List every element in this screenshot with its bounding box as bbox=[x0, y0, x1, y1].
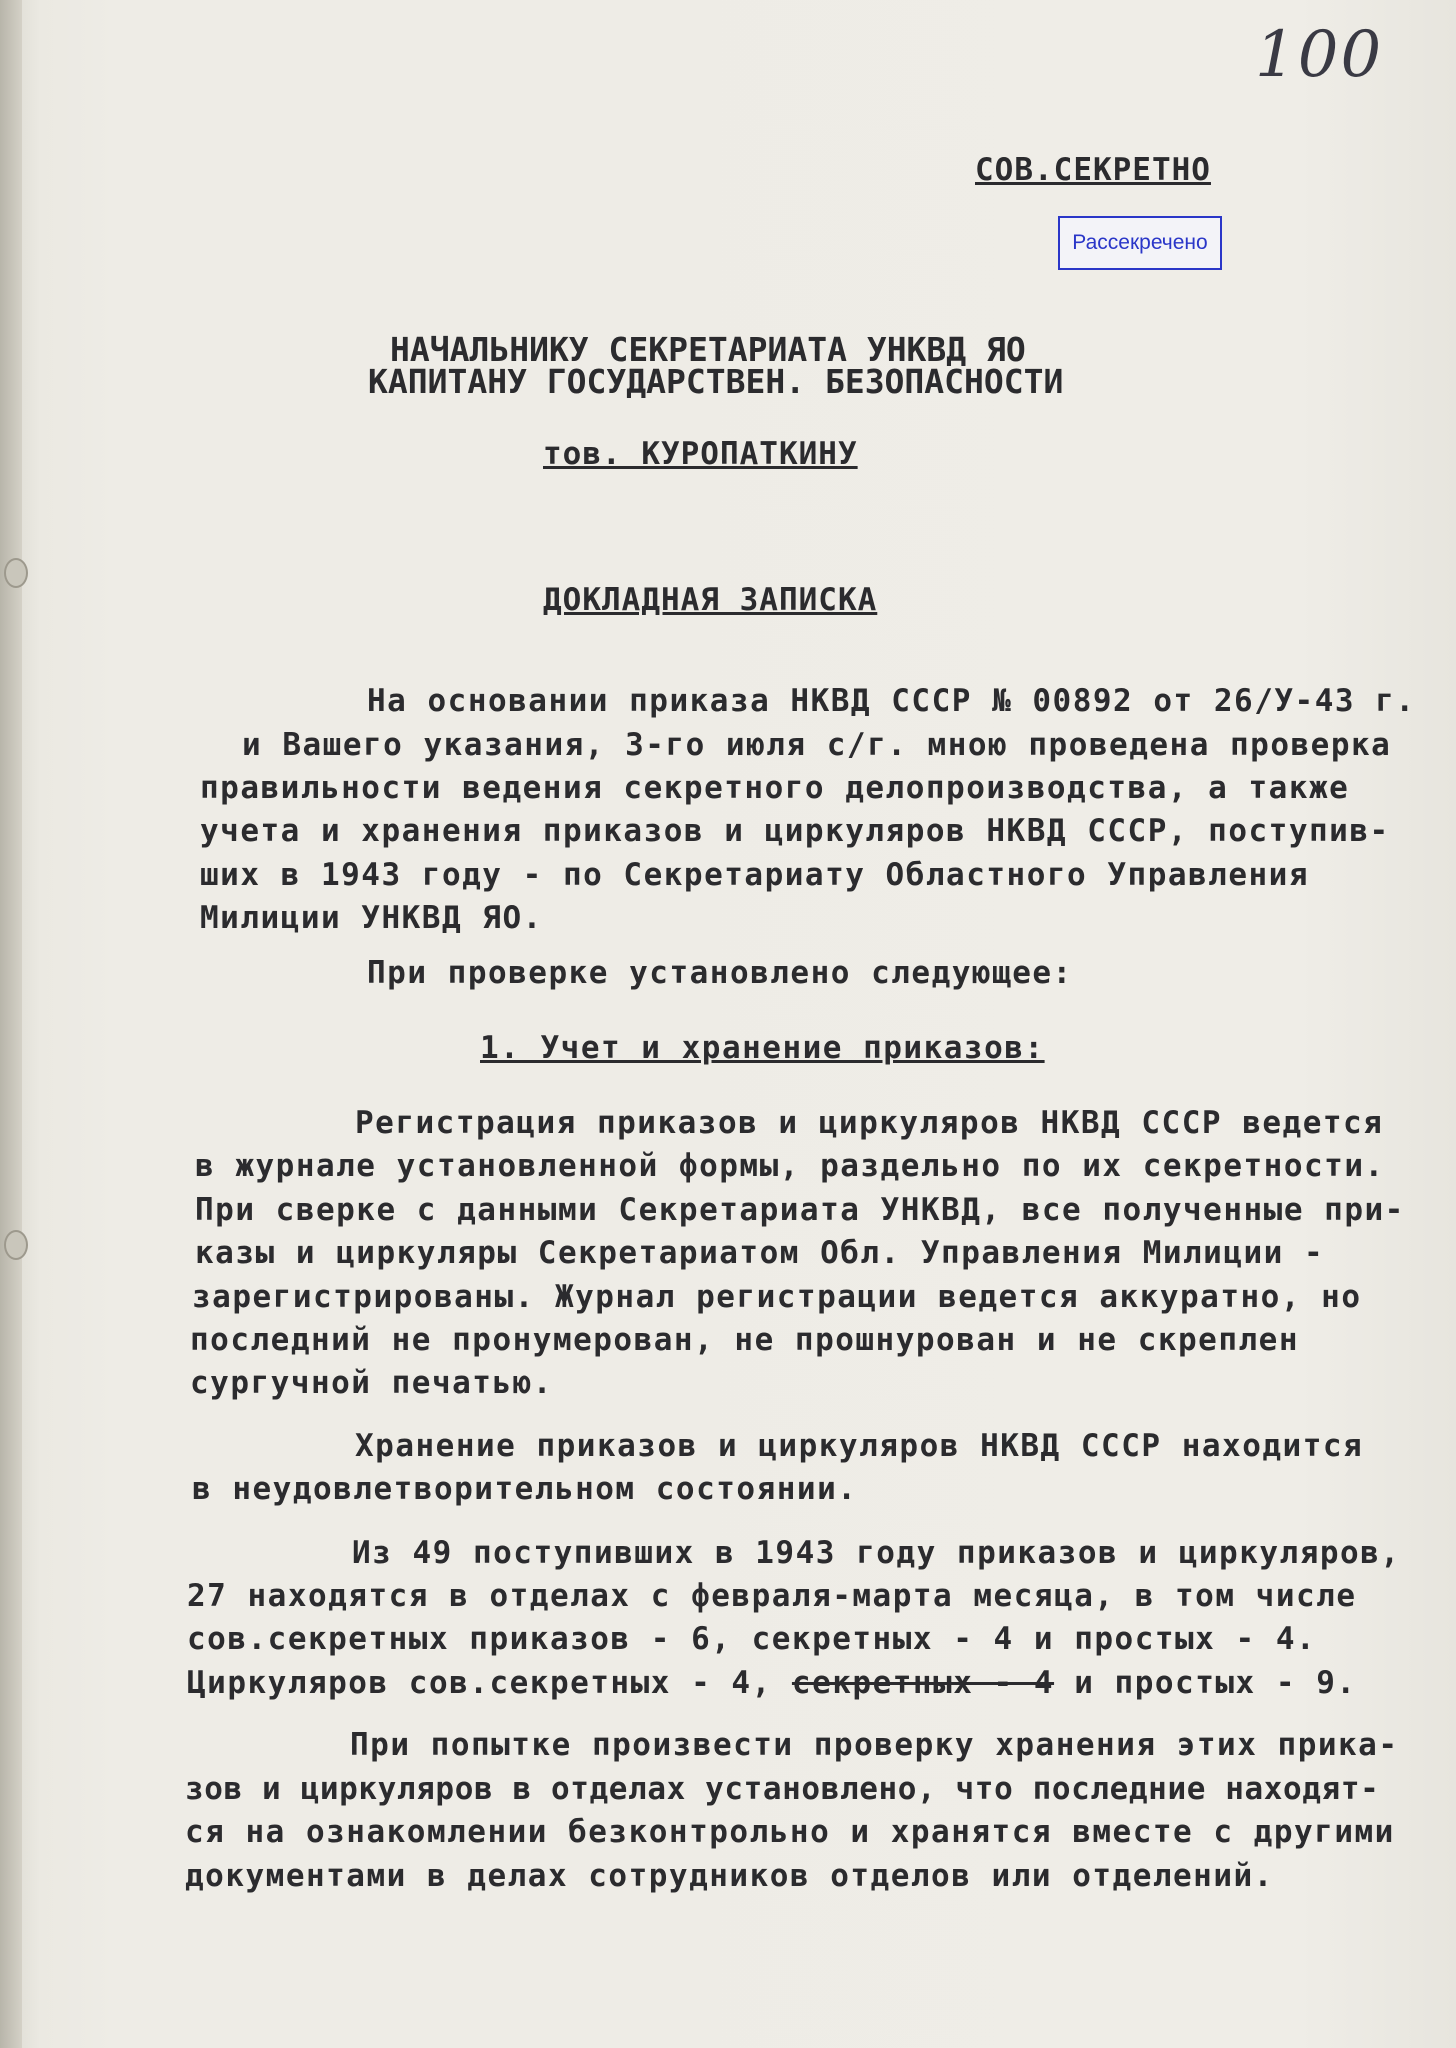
paragraph-1-line: учета и хранения приказов и циркуляров НКВД СССР, поступив- bbox=[200, 813, 1390, 849]
paragraph-1-line: правильности ведения секретного делопроизводства, а также bbox=[200, 770, 1350, 806]
paragraph-4-line: Хранение приказов и циркуляров НКВД СССР находится bbox=[355, 1428, 1364, 1464]
paragraph-3-line: При сверке с данными Секретариата УНКВД, все полученные при- bbox=[195, 1192, 1405, 1228]
paragraph-1-line: Милиции УНКВД ЯО. bbox=[200, 900, 543, 936]
declassified-stamp: Рассекречено bbox=[1058, 216, 1222, 270]
paragraph-5-line: сов.секретных приказов - 6, секретных - 4 и простых - 4. bbox=[187, 1621, 1317, 1657]
folio-number: 100 bbox=[1255, 18, 1384, 92]
paragraph-4-line: в неудовлетворительном состоянии. bbox=[192, 1471, 858, 1507]
paragraph-3-line: в журнале установленной формы, раздельно по их секретности. bbox=[195, 1148, 1385, 1184]
struck-text: секретных - 4 bbox=[791, 1665, 1055, 1701]
paragraph-6-line: документами в делах сотрудников отделов или отделений. bbox=[185, 1858, 1274, 1894]
classification-label: СОВ.СЕКРЕТНО bbox=[975, 152, 1211, 188]
paragraph-2: При проверке установлено следующее: bbox=[367, 955, 1073, 991]
paragraph-5-before: Циркуляров сов.секретных - 4, bbox=[187, 1665, 792, 1701]
paragraph-3-line: Регистрация приказов и циркуляров НКВД СССР ведется bbox=[355, 1105, 1384, 1141]
paragraph-5-line: 27 находятся в отделах с февраля-марта месяца, в том числе bbox=[187, 1578, 1357, 1614]
paragraph-6-line: ся на ознакомлении безконтрольно и хранятся вместе с другими bbox=[185, 1814, 1395, 1850]
paragraph-5-line: Из 49 поступивших в 1943 году приказов и циркуляров, bbox=[352, 1535, 1401, 1571]
section-1-heading: 1. Учет и хранение приказов: bbox=[480, 1030, 1045, 1066]
binding-edge bbox=[0, 0, 22, 2048]
paragraph-1-line: ших в 1943 году - по Секретариату Областного Управления bbox=[200, 857, 1309, 893]
binding-hole bbox=[4, 1230, 28, 1260]
paragraph-5-last-line bbox=[187, 1665, 1357, 1701]
document-title: ДОКЛАДНАЯ ЗАПИСКА bbox=[543, 582, 878, 618]
addressee-line-1: НАЧАЛЬНИКУ СЕКРЕТАРИАТА УНКВД ЯО bbox=[390, 330, 1026, 369]
paragraph-6-line: зов и циркуляров в отделах установлено, что последние находят- bbox=[185, 1771, 1380, 1807]
paragraph-3-line: последний не пронумерован, не прошнурован и не скреплен bbox=[190, 1322, 1299, 1358]
paragraph-1-line: и Вашего указания, 3-го июля с/г. мною проведена проверка bbox=[242, 727, 1392, 763]
binding-hole bbox=[4, 558, 28, 588]
paragraph-5-after: и простых - 9. bbox=[1054, 1665, 1357, 1701]
paragraph-6-line: При попытке произвести проверку хранения этих прика- bbox=[350, 1727, 1399, 1763]
paragraph-3-line: казы и циркуляры Секретариатом Обл. Управления Милиции - bbox=[195, 1235, 1325, 1271]
addressee-name: тов. КУРОПАТКИНУ bbox=[543, 436, 858, 472]
paragraph-3-line: сургучной печатью. bbox=[190, 1365, 553, 1401]
addressee-line-2: КАПИТАНУ ГОСУДАРСТВЕН. БЕЗОПАСНОСТИ bbox=[368, 362, 1064, 401]
paragraph-3-line: зарегистрированы. Журнал регистрации ведется аккуратно, но bbox=[192, 1279, 1362, 1315]
paragraph-1-line: На основании приказа НКВД СССР № 00892 от 26/У-43 г. bbox=[367, 683, 1416, 719]
